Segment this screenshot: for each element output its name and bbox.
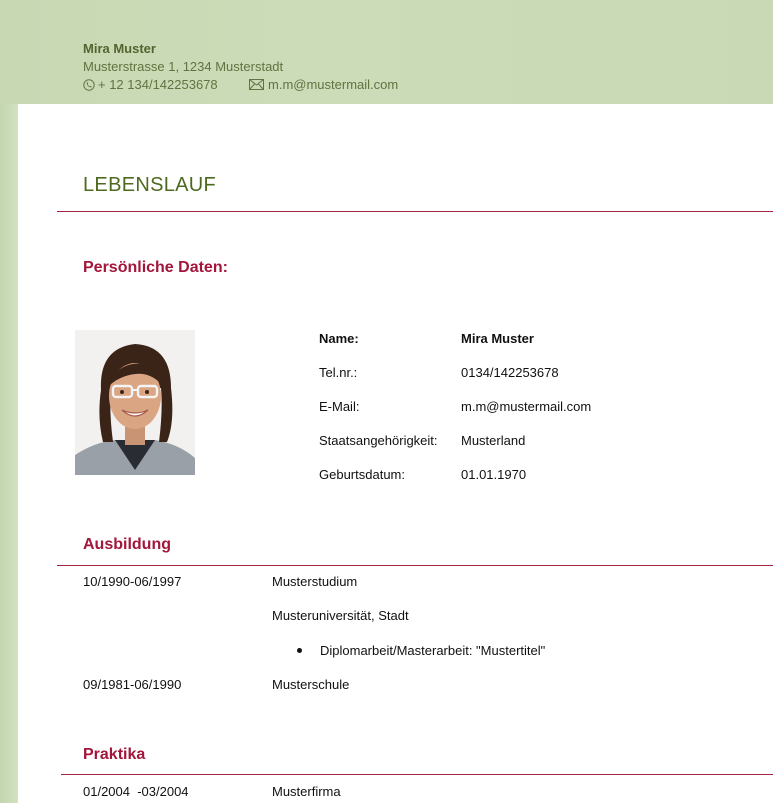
internships-divider — [61, 774, 773, 775]
envelope-icon — [249, 79, 264, 90]
header-phone-text: + 12 134/142253678 — [98, 77, 218, 92]
label-phone: Tel.nr.: — [319, 365, 358, 380]
value-email: m.m@mustermail.com — [461, 399, 592, 414]
label-birthdate: Geburtsdatum: — [319, 467, 405, 482]
label-email: E-Mail: — [319, 399, 360, 414]
profile-photo — [75, 330, 195, 475]
bullet-icon — [297, 648, 302, 653]
value-phone: 0134/142253678 — [461, 365, 559, 380]
header-email-text: m.m@mustermail.com — [268, 77, 399, 92]
label-name: Name: — [319, 331, 359, 346]
label-nationality: Staatsangehörigkeit: — [319, 433, 438, 448]
education-date: 09/1981-06/1990 — [83, 677, 182, 692]
internship-date: 01/2004 -03/2004 — [83, 784, 189, 799]
section-heading-internships: Praktika — [83, 746, 146, 763]
section-heading-education: Ausbildung — [83, 536, 171, 553]
header-email — [249, 77, 398, 92]
internship-company: Musterfirma — [272, 784, 341, 799]
education-title: Musterstudium — [272, 574, 358, 589]
education-date: 10/1990-06/1997 — [83, 574, 182, 589]
value-nationality: Musterland — [461, 433, 526, 448]
header-phone — [83, 77, 218, 92]
education-divider — [57, 565, 773, 566]
value-name: Mira Muster — [461, 331, 534, 346]
section-heading-personal: Persönliche Daten: — [83, 259, 228, 276]
education-thesis: Diplomarbeit/Masterarbeit: "Mustertitel" — [320, 643, 546, 658]
document-title: LEBENSLAUF — [83, 174, 217, 196]
header-name: Mira Muster — [83, 41, 156, 56]
left-decorative-strip — [0, 104, 18, 803]
value-birthdate: 01.01.1970 — [461, 467, 527, 482]
education-title: Musterschule — [272, 677, 350, 692]
education-institution: Musteruniversität, Stadt — [272, 608, 409, 623]
title-divider — [57, 211, 773, 212]
phone-icon — [83, 79, 95, 91]
header-address: Musterstrasse 1, 1234 Musterstadt — [83, 59, 284, 74]
